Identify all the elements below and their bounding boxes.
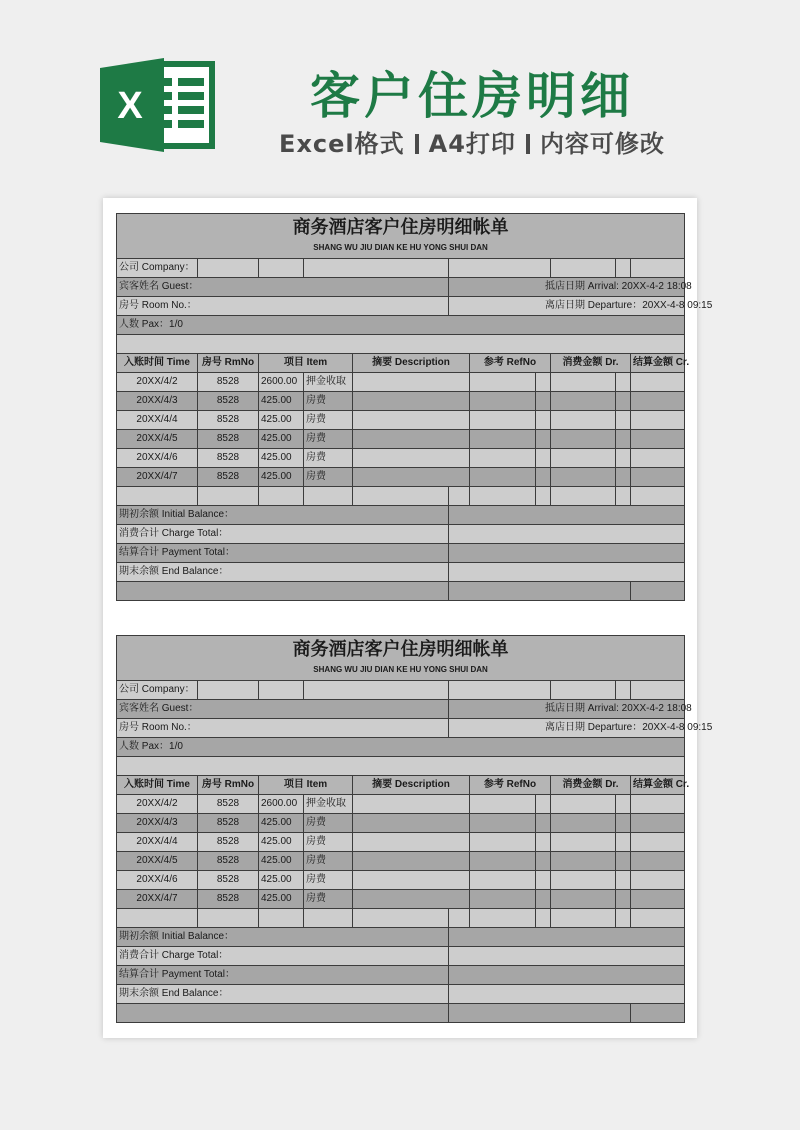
entry-refno[interactable] <box>470 468 536 487</box>
entry-amount[interactable]: 425.00 <box>259 890 304 909</box>
blank-cell[interactable] <box>631 909 685 928</box>
blank-cell[interactable] <box>353 909 449 928</box>
footer-cell <box>117 582 449 601</box>
company-cell[interactable] <box>631 259 685 278</box>
pax-label: 人数 Pax：1/0 <box>117 738 685 757</box>
pax-label: 人数 Pax：1/0 <box>117 316 685 335</box>
entry-description[interactable] <box>353 852 470 871</box>
entry-debit[interactable] <box>551 890 616 909</box>
entry-cell[interactable] <box>616 430 631 449</box>
entry-refno[interactable] <box>470 871 536 890</box>
company-cell[interactable] <box>551 681 616 700</box>
entry-debit[interactable] <box>551 814 616 833</box>
entry-cell[interactable] <box>616 871 631 890</box>
initial-balance-label: 期初余额 Initial Balance： <box>117 506 449 525</box>
entry-refno[interactable] <box>470 411 536 430</box>
entry-time[interactable]: 20XX/4/4 <box>117 411 198 430</box>
company-label: 公司 Company： <box>117 681 198 700</box>
entry-item[interactable]: 房费 <box>304 833 353 852</box>
entry-room[interactable]: 8528 <box>198 814 259 833</box>
bill-table <box>116 635 713 1023</box>
footer-cell <box>631 1004 685 1023</box>
page-subtitle <box>262 124 682 159</box>
entry-amount[interactable]: 2600.00 <box>259 373 304 392</box>
entry-room[interactable]: 8528 <box>198 392 259 411</box>
footer-cell <box>631 582 685 601</box>
arrival-label: 抵店日期 Arrival: 20XX-4-2 18:08 <box>449 700 685 719</box>
document-paper <box>103 198 713 1038</box>
col-room-header: 房号 RmNo <box>198 776 259 795</box>
company-cell[interactable] <box>198 681 259 700</box>
entry-item[interactable]: 房费 <box>304 392 353 411</box>
col-time-header: 入账时间 Time <box>117 354 198 373</box>
entry-refno[interactable] <box>470 373 536 392</box>
entry-credit[interactable] <box>631 890 685 909</box>
blank-cell[interactable] <box>616 487 631 506</box>
entry-cell[interactable] <box>616 411 631 430</box>
subtitle-editable: 内容可修改 <box>539 130 665 158</box>
blank-cell[interactable] <box>198 909 259 928</box>
entry-description[interactable] <box>353 795 470 814</box>
excel-logo-icon <box>100 58 218 152</box>
entry-time[interactable]: 20XX/4/4 <box>117 833 198 852</box>
end-balance-value[interactable] <box>449 563 685 582</box>
svg-text:X: X <box>117 85 143 127</box>
blank-cell[interactable] <box>449 909 470 928</box>
blank-cell[interactable] <box>536 909 551 928</box>
entry-credit[interactable] <box>631 449 685 468</box>
company-cell[interactable] <box>616 681 631 700</box>
company-cell[interactable] <box>616 259 631 278</box>
company-cell[interactable] <box>304 681 449 700</box>
blank-cell[interactable] <box>117 487 198 506</box>
col-room-header: 房号 RmNo <box>198 354 259 373</box>
entry-item[interactable]: 房费 <box>304 411 353 430</box>
entry-cell[interactable] <box>536 871 551 890</box>
entry-amount[interactable]: 425.00 <box>259 468 304 487</box>
company-cell[interactable] <box>449 681 551 700</box>
entry-credit[interactable] <box>631 411 685 430</box>
entry-refno[interactable] <box>470 449 536 468</box>
blank-cell[interactable] <box>551 487 616 506</box>
blank-cell[interactable] <box>198 487 259 506</box>
end-balance-label: 期末余额 End Balance： <box>117 563 449 582</box>
initial-balance-value[interactable] <box>449 928 685 947</box>
entry-debit[interactable] <box>551 852 616 871</box>
room-label: 房号 Room No.： <box>117 719 449 738</box>
col-credit-header: 结算金额 Cr. <box>631 354 685 373</box>
bill-sheet-2 <box>116 635 713 1023</box>
subtitle-print: A4打印 <box>428 130 516 158</box>
entry-cell[interactable] <box>536 795 551 814</box>
entry-refno[interactable] <box>470 833 536 852</box>
separator-bar <box>415 134 419 154</box>
entry-cell[interactable] <box>536 449 551 468</box>
col-refno-header: 参考 RefNo <box>470 354 551 373</box>
subtitle-format: Excel格式 <box>279 130 405 158</box>
table-row <box>117 449 685 468</box>
payment-total-label: 结算合计 Payment Total： <box>117 966 449 985</box>
entry-item[interactable]: 房费 <box>304 430 353 449</box>
entry-amount[interactable]: 425.00 <box>259 449 304 468</box>
col-time-header: 入账时间 Time <box>117 776 198 795</box>
entry-credit[interactable] <box>631 795 685 814</box>
col-debit-header: 消费金额 Dr. <box>551 776 631 795</box>
entry-room[interactable]: 8528 <box>198 430 259 449</box>
entry-item[interactable]: 房费 <box>304 871 353 890</box>
entry-time[interactable]: 20XX/4/3 <box>117 392 198 411</box>
table-row <box>117 430 685 449</box>
entry-time[interactable]: 20XX/4/7 <box>117 890 198 909</box>
entry-time[interactable]: 20XX/4/3 <box>117 814 198 833</box>
entry-refno[interactable] <box>470 852 536 871</box>
blank-cell[interactable] <box>616 909 631 928</box>
col-description-header: 摘要 Description <box>353 776 470 795</box>
entry-description[interactable] <box>353 411 470 430</box>
sheet-title: 商务酒店客户住房明细帐单 <box>117 214 685 242</box>
payment-total-label: 结算合计 Payment Total： <box>117 544 449 563</box>
entry-time[interactable]: 20XX/4/5 <box>117 430 198 449</box>
entry-room[interactable]: 8528 <box>198 833 259 852</box>
table-row <box>117 411 685 430</box>
blank-cell[interactable] <box>536 487 551 506</box>
entry-description[interactable] <box>353 392 470 411</box>
table-row <box>117 392 685 411</box>
entry-cell[interactable] <box>616 833 631 852</box>
entry-room[interactable]: 8528 <box>198 890 259 909</box>
col-item-header: 项目 Item <box>259 776 353 795</box>
entry-description[interactable] <box>353 468 470 487</box>
blank-row <box>117 757 685 776</box>
entry-item[interactable]: 押金收取 <box>304 795 353 814</box>
entry-amount[interactable]: 2600.00 <box>259 795 304 814</box>
blank-cell[interactable] <box>259 487 304 506</box>
company-cell[interactable] <box>449 259 551 278</box>
entry-credit[interactable] <box>631 468 685 487</box>
footer-cell <box>117 1004 449 1023</box>
blank-cell[interactable] <box>551 909 616 928</box>
entry-refno[interactable] <box>470 392 536 411</box>
charge-total-value[interactable] <box>449 947 685 966</box>
company-cell[interactable] <box>259 259 304 278</box>
entry-cell[interactable] <box>536 890 551 909</box>
table-row <box>117 814 685 833</box>
entry-amount[interactable]: 425.00 <box>259 430 304 449</box>
table-row <box>117 871 685 890</box>
table-row <box>117 833 685 852</box>
entry-description[interactable] <box>353 373 470 392</box>
end-balance-label: 期末余额 End Balance： <box>117 985 449 1004</box>
bill-table <box>116 213 713 601</box>
entry-cell[interactable] <box>616 795 631 814</box>
col-item-header: 项目 Item <box>259 354 353 373</box>
table-row <box>117 890 685 909</box>
entry-cell[interactable] <box>536 814 551 833</box>
blank-cell[interactable] <box>117 909 198 928</box>
table-row <box>117 373 685 392</box>
entry-cell[interactable] <box>536 373 551 392</box>
guest-label: 宾客姓名 Guest： <box>117 700 449 719</box>
entry-time[interactable]: 20XX/4/6 <box>117 871 198 890</box>
entry-refno[interactable] <box>470 890 536 909</box>
entry-credit[interactable] <box>631 430 685 449</box>
entry-debit[interactable] <box>551 468 616 487</box>
entry-amount[interactable]: 425.00 <box>259 814 304 833</box>
entry-item[interactable]: 房费 <box>304 468 353 487</box>
entry-amount[interactable]: 425.00 <box>259 411 304 430</box>
charge-total-value[interactable] <box>449 525 685 544</box>
entry-credit[interactable] <box>631 852 685 871</box>
separator-bar <box>526 134 530 154</box>
entry-credit[interactable] <box>631 814 685 833</box>
entry-cell[interactable] <box>536 430 551 449</box>
entry-refno[interactable] <box>470 430 536 449</box>
sheet-subtitle: SHANG WU JIU DIAN KE HU YONG SHUI DAN <box>117 663 685 681</box>
entry-cell[interactable] <box>536 833 551 852</box>
blank-cell[interactable] <box>304 487 353 506</box>
entry-cell[interactable] <box>616 468 631 487</box>
company-cell[interactable] <box>304 259 449 278</box>
entry-description[interactable] <box>353 890 470 909</box>
entry-amount[interactable]: 425.00 <box>259 833 304 852</box>
initial-balance-label: 期初余额 Initial Balance： <box>117 928 449 947</box>
entry-item[interactable]: 房费 <box>304 449 353 468</box>
blank-cell[interactable] <box>449 487 470 506</box>
bill-sheet-1 <box>116 213 713 601</box>
entry-time[interactable]: 20XX/4/2 <box>117 373 198 392</box>
entry-time[interactable]: 20XX/4/6 <box>117 449 198 468</box>
col-credit-header: 结算金额 Cr. <box>631 776 685 795</box>
entry-cell[interactable] <box>616 449 631 468</box>
entry-room[interactable]: 8528 <box>198 852 259 871</box>
payment-total-value[interactable] <box>449 544 685 563</box>
entry-credit[interactable] <box>631 833 685 852</box>
payment-total-value[interactable] <box>449 966 685 985</box>
company-cell[interactable] <box>631 681 685 700</box>
entry-room[interactable]: 8528 <box>198 795 259 814</box>
entry-item[interactable]: 房费 <box>304 814 353 833</box>
departure-label: 离店日期 Departure：20XX-4-8 09:15 <box>449 719 685 738</box>
initial-balance-value[interactable] <box>449 506 685 525</box>
company-cell[interactable] <box>551 259 616 278</box>
blank-row <box>117 335 685 354</box>
entry-debit[interactable] <box>551 392 616 411</box>
blank-cell[interactable] <box>631 487 685 506</box>
entry-room[interactable]: 8528 <box>198 449 259 468</box>
col-debit-header: 消费金额 Dr. <box>551 354 631 373</box>
entry-debit[interactable] <box>551 430 616 449</box>
entry-room[interactable]: 8528 <box>198 871 259 890</box>
entry-refno[interactable] <box>470 795 536 814</box>
blank-cell[interactable] <box>470 487 536 506</box>
entry-time[interactable]: 20XX/4/2 <box>117 795 198 814</box>
footer-cell <box>449 582 631 601</box>
charge-total-label: 消费合计 Charge Total： <box>117 947 449 966</box>
entry-amount[interactable]: 425.00 <box>259 392 304 411</box>
entry-cell[interactable] <box>536 468 551 487</box>
company-cell[interactable] <box>259 681 304 700</box>
entry-debit[interactable] <box>551 833 616 852</box>
departure-label: 离店日期 Departure：20XX-4-8 09:15 <box>449 297 685 316</box>
table-row <box>117 795 685 814</box>
entry-debit[interactable] <box>551 449 616 468</box>
room-label: 房号 Room No.： <box>117 297 449 316</box>
guest-label: 宾客姓名 Guest： <box>117 278 449 297</box>
entry-cell[interactable] <box>616 392 631 411</box>
col-description-header: 摘要 Description <box>353 354 470 373</box>
entry-item[interactable]: 房费 <box>304 890 353 909</box>
entry-credit[interactable] <box>631 373 685 392</box>
entry-debit[interactable] <box>551 373 616 392</box>
entry-room[interactable]: 8528 <box>198 373 259 392</box>
entry-cell[interactable] <box>616 373 631 392</box>
entry-refno[interactable] <box>470 814 536 833</box>
entry-credit[interactable] <box>631 871 685 890</box>
entry-description[interactable] <box>353 814 470 833</box>
col-refno-header: 参考 RefNo <box>470 776 551 795</box>
footer-cell <box>449 1004 631 1023</box>
entry-credit[interactable] <box>631 392 685 411</box>
entry-debit[interactable] <box>551 871 616 890</box>
entry-amount[interactable]: 425.00 <box>259 871 304 890</box>
entry-cell[interactable] <box>536 852 551 871</box>
charge-total-label: 消费合计 Charge Total： <box>117 525 449 544</box>
entry-cell[interactable] <box>616 890 631 909</box>
sheet-title: 商务酒店客户住房明细帐单 <box>117 636 685 664</box>
entry-description[interactable] <box>353 430 470 449</box>
entry-time[interactable]: 20XX/4/7 <box>117 468 198 487</box>
page-title: 客户住房明细 <box>310 67 634 125</box>
entry-time[interactable]: 20XX/4/5 <box>117 852 198 871</box>
company-label: 公司 Company： <box>117 259 198 278</box>
blank-cell[interactable] <box>353 487 449 506</box>
blank-cell[interactable] <box>470 909 536 928</box>
entry-cell[interactable] <box>536 392 551 411</box>
table-row <box>117 468 685 487</box>
end-balance-value[interactable] <box>449 985 685 1004</box>
table-row <box>117 852 685 871</box>
entry-cell[interactable] <box>616 814 631 833</box>
sheet-subtitle: SHANG WU JIU DIAN KE HU YONG SHUI DAN <box>117 241 685 259</box>
entry-room[interactable]: 8528 <box>198 468 259 487</box>
entry-description[interactable] <box>353 449 470 468</box>
entry-amount[interactable]: 425.00 <box>259 852 304 871</box>
entry-description[interactable] <box>353 833 470 852</box>
entry-description[interactable] <box>353 871 470 890</box>
entry-debit[interactable] <box>551 411 616 430</box>
entry-cell[interactable] <box>616 852 631 871</box>
entry-item[interactable]: 押金收取 <box>304 373 353 392</box>
arrival-label: 抵店日期 Arrival: 20XX-4-2 18:08 <box>449 278 685 297</box>
entry-cell[interactable] <box>536 411 551 430</box>
blank-cell[interactable] <box>304 909 353 928</box>
entry-debit[interactable] <box>551 795 616 814</box>
blank-cell[interactable] <box>259 909 304 928</box>
entry-item[interactable]: 房费 <box>304 852 353 871</box>
company-cell[interactable] <box>198 259 259 278</box>
entry-room[interactable]: 8528 <box>198 411 259 430</box>
